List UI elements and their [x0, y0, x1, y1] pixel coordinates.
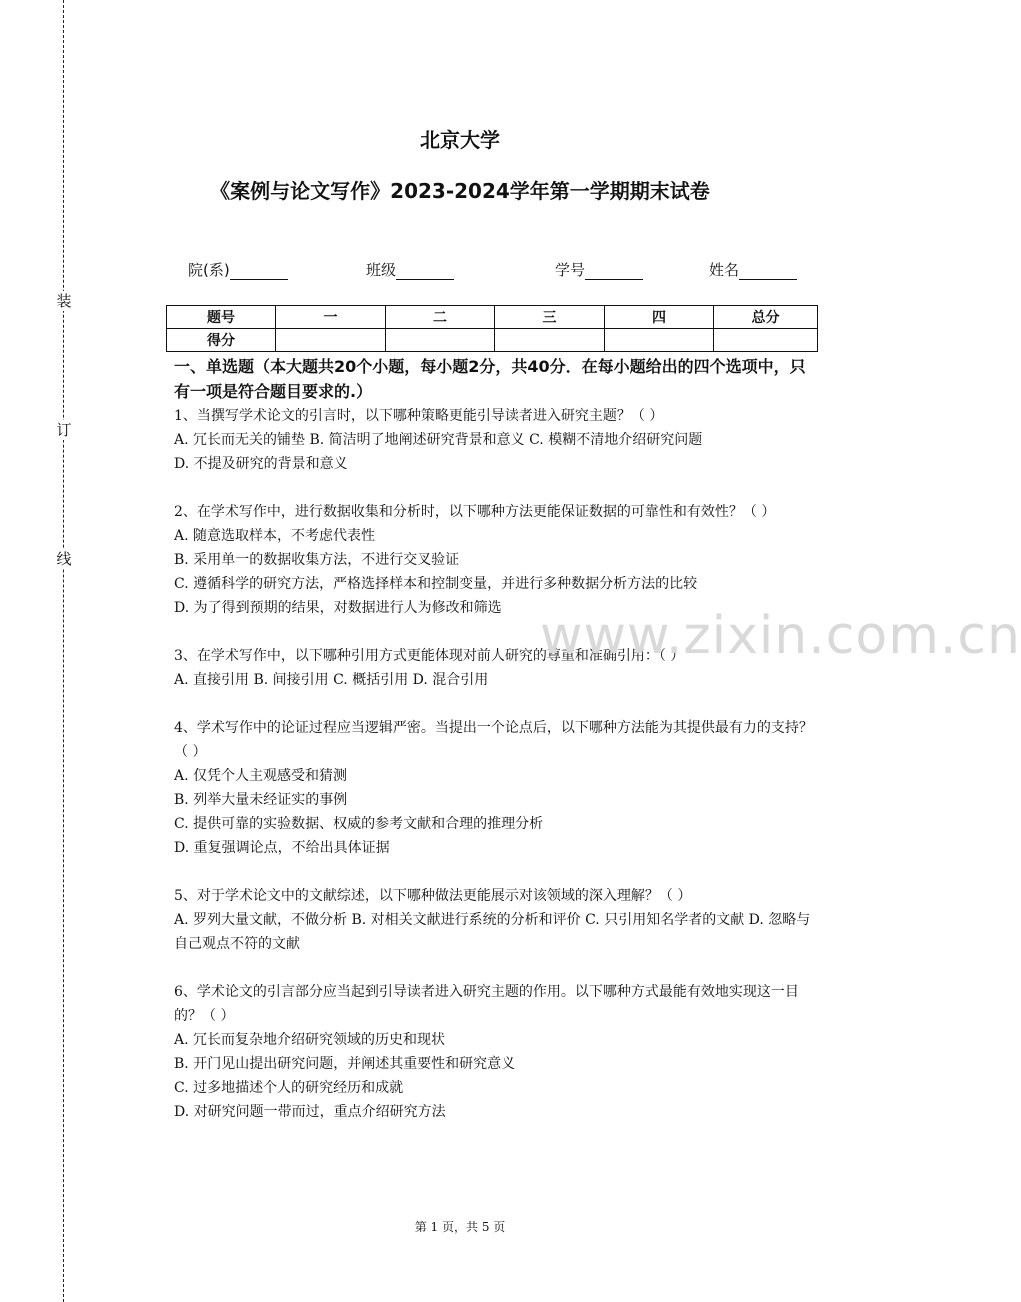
score-table-cell: 得分 [167, 329, 276, 352]
question-stem: 4、学术写作中的论证过程应当逻辑严密。当提出一个论点后，以下哪种方法能为其提供最有力的支持？（ ） [174, 720, 813, 760]
question-stem: 6、学术论文的引言部分应当起到引导读者进入研究主题的作用。以下哪种方式最能有效地实现这一目的？（ ） [174, 984, 799, 1024]
question-stem: 2、在学术写作中，进行数据收集和分析时，以下哪种方法更能保证数据的可靠性和有效性？（ ） [174, 504, 776, 520]
score-table-cell: 一 [276, 306, 386, 329]
question-1 [174, 404, 820, 476]
score-input-cell[interactable] [276, 329, 386, 352]
student-id-label: 学号 [555, 261, 586, 279]
exam-content [174, 354, 820, 1124]
score-table-cell: 三 [495, 306, 605, 329]
watermark: www.zixin.com.cn [540, 606, 1021, 666]
student-id-field[interactable] [555, 259, 643, 280]
score-input-cell[interactable] [495, 329, 605, 352]
exam-title: 《案例与论文写作》2023-2024学年第一学期期末试卷 [210, 179, 710, 203]
department-blank[interactable] [230, 263, 288, 280]
question-option: D. 不提及研究的背景和意义 [174, 456, 348, 472]
question-option: A. 冗长而无关的铺垫 B. 简洁明了地阐述研究背景和意义 C. 模糊不清地介绍研究问题 [174, 432, 703, 448]
binding-char-ding: 订 [56, 421, 72, 439]
score-table-cell: 总分 [714, 306, 818, 329]
score-table-header-row [167, 306, 818, 329]
binding-char-zhuang: 装 [56, 292, 72, 310]
section-heading: 一、单选题（本大题共20个小题，每小题2分，共40分．在每小题给出的四个选项中，只有一项是符合题目要求的.） [174, 357, 806, 401]
score-input-cell[interactable] [714, 329, 818, 352]
question-option: D. 重复强调论点，不给出具体证据 [174, 840, 390, 856]
score-input-cell[interactable] [386, 329, 495, 352]
question-option: C. 过多地描述个人的研究经历和成就 [174, 1080, 404, 1096]
question-stem: 1、当撰写学术论文的引言时，以下哪种策略更能引导读者进入研究主题？（ ） [174, 408, 664, 424]
score-input-cell[interactable] [605, 329, 714, 352]
question-option: A. 直接引用 B. 间接引用 C. 概括引用 D. 混合引用 [174, 672, 489, 688]
question-stem: 3、在学术写作中，以下哪种引用方式更能体现对前人研究的尊重和准确引用：（ ） [174, 648, 685, 664]
score-table-cell: 四 [605, 306, 714, 329]
question-option: A. 罗列大量文献，不做分析 B. 对相关文献进行系统的分析和评价 C. 只引用知名学者的文献 D. 忽略与自己观点不符的文献 [174, 912, 811, 952]
question-option: D. 为了得到预期的结果，对数据进行人为修改和筛选 [174, 600, 502, 616]
name-label: 姓名 [709, 261, 740, 279]
question-option: D. 对研究问题一带而过，重点介绍研究方法 [174, 1104, 446, 1120]
question-option: A. 随意选取样本，不考虑代表性 [174, 528, 376, 544]
question-option: B. 采用单一的数据收集方法，不进行交叉验证 [174, 552, 460, 568]
question-option: C. 提供可靠的实验数据、权威的参考文献和合理的推理分析 [174, 816, 544, 832]
question-option: B. 列举大量未经证实的事例 [174, 792, 348, 808]
university-title: 北京大学 [420, 128, 500, 152]
question-2 [174, 500, 820, 620]
department-label: 院(系) [188, 261, 230, 279]
question-option: C. 遵循科学的研究方法，严格选择样本和控制变量，并进行多种数据分析方法的比较 [174, 576, 698, 592]
score-table-score-row [167, 329, 818, 352]
question-option: B. 开门见山提出研究问题，并阐述其重要性和研究意义 [174, 1056, 516, 1072]
name-blank[interactable] [739, 263, 797, 280]
class-blank[interactable] [396, 263, 454, 280]
question-stem: 5、对于学术论文中的文献综述，以下哪种做法更能展示对该领域的深入理解？（ ） [174, 888, 692, 904]
question-option: A. 仅凭个人主观感受和猜测 [174, 768, 348, 784]
page-footer: 第 1 页，共 5 页 [414, 1220, 506, 1234]
department-field[interactable] [188, 259, 288, 280]
question-3 [174, 644, 820, 692]
binding-char-xian: 线 [56, 550, 72, 568]
question-5 [174, 884, 820, 956]
score-table [166, 305, 818, 352]
score-table-cell: 题号 [167, 306, 276, 329]
question-option: A. 冗长而复杂地介绍研究领域的历史和现状 [174, 1032, 446, 1048]
class-field[interactable] [366, 259, 454, 280]
name-field[interactable] [709, 259, 797, 280]
score-table-cell: 二 [386, 306, 495, 329]
student-id-blank[interactable] [585, 263, 643, 280]
question-6 [174, 980, 820, 1124]
question-4 [174, 716, 820, 860]
class-label: 班级 [366, 261, 397, 279]
